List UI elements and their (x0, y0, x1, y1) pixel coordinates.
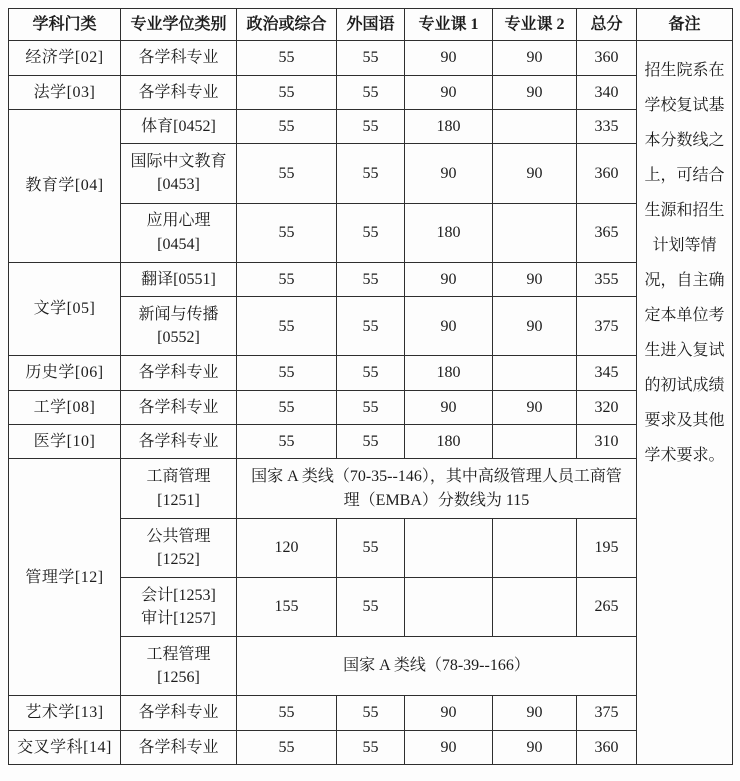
cell-line: [0552] (157, 329, 200, 347)
total-score-cell: 335 (577, 109, 637, 143)
score-cell: 55 (337, 144, 405, 203)
cell-line: 上，可结合 (644, 167, 725, 185)
score-cell: 90 (493, 696, 577, 730)
cell-line: 工程管理 (146, 645, 211, 663)
cell-line: 翻译[0551] (141, 270, 216, 288)
category-cell: 管理学[12] (9, 459, 121, 696)
cell-line: 招生院系在 (644, 62, 725, 80)
score-cell (405, 577, 493, 636)
column-header: 学科门类 (9, 9, 121, 41)
score-cell: 55 (237, 109, 337, 143)
score-cell: 90 (405, 41, 493, 75)
cell-line: 体育[0452] (141, 118, 216, 136)
score-cell: 55 (237, 390, 337, 424)
score-cell: 55 (237, 203, 337, 262)
cell-line: 新闻与传播 (138, 305, 219, 323)
score-cell (493, 577, 577, 636)
score-cell: 55 (237, 356, 337, 390)
column-header: 专业课 2 (493, 9, 577, 41)
score-cell: 55 (337, 203, 405, 262)
score-cell: 120 (237, 518, 337, 577)
score-cell: 55 (237, 41, 337, 75)
major-cell (121, 41, 237, 75)
category-cell: 经济学[02] (9, 41, 121, 75)
national-line-note-cell (237, 636, 637, 695)
score-cell: 55 (237, 696, 337, 730)
national-line-note-cell (237, 459, 637, 518)
score-cell (493, 518, 577, 577)
column-header: 备注 (637, 9, 733, 41)
category-cell: 艺术学[13] (9, 696, 121, 730)
table-row (9, 41, 733, 75)
table-row (9, 730, 733, 764)
major-cell (121, 144, 237, 203)
total-score-cell: 355 (577, 262, 637, 296)
score-cell: 90 (405, 144, 493, 203)
cell-line: 况，自主确 (644, 272, 725, 290)
total-score-cell: 360 (577, 144, 637, 203)
score-cell: 55 (337, 297, 405, 356)
cell-line: 的初试成绩 (644, 377, 725, 395)
major-cell (121, 518, 237, 577)
score-line-table (8, 8, 733, 765)
column-header: 专业课 1 (405, 9, 493, 41)
major-cell (121, 203, 237, 262)
score-cell (493, 425, 577, 459)
score-cell: 90 (493, 730, 577, 764)
major-cell (121, 390, 237, 424)
score-cell: 55 (337, 390, 405, 424)
cell-line: 学术要求。 (644, 447, 725, 465)
score-cell: 90 (493, 41, 577, 75)
cell-line: 审计[1257] (141, 609, 216, 627)
score-cell: 90 (493, 390, 577, 424)
score-cell: 90 (405, 390, 493, 424)
score-cell: 90 (493, 297, 577, 356)
cell-line: [0454] (157, 235, 200, 253)
cell-line: 各学科专业 (138, 83, 219, 101)
cell-line: [1251] (157, 491, 200, 509)
major-cell (121, 730, 237, 764)
major-cell (121, 696, 237, 730)
major-cell (121, 75, 237, 109)
cell-line: 各学科专业 (138, 433, 219, 451)
total-score-cell: 340 (577, 75, 637, 109)
score-cell: 90 (405, 262, 493, 296)
column-header: 外国语 (337, 9, 405, 41)
cell-line: 工商管理 (146, 468, 211, 486)
score-cell: 55 (237, 144, 337, 203)
column-header: 专业学位类别 (121, 9, 237, 41)
score-cell: 90 (405, 75, 493, 109)
category-cell: 历史学[06] (9, 356, 121, 390)
score-cell: 180 (405, 425, 493, 459)
score-cell: 55 (237, 262, 337, 296)
cell-line: [1252] (157, 550, 200, 568)
major-cell (121, 459, 237, 518)
cell-line: 要求及其他 (644, 412, 725, 430)
category-cell: 工学[08] (9, 390, 121, 424)
score-cell: 90 (405, 730, 493, 764)
score-cell: 55 (237, 75, 337, 109)
cell-line: 会计[1253] (141, 586, 216, 604)
score-cell: 55 (337, 518, 405, 577)
cell-line: [0453] (157, 176, 200, 194)
total-score-cell: 310 (577, 425, 637, 459)
major-cell (121, 356, 237, 390)
score-cell: 55 (237, 425, 337, 459)
cell-line: 各学科专业 (138, 49, 219, 67)
cell-line: 生进入复试 (644, 342, 725, 360)
major-cell (121, 297, 237, 356)
score-cell: 90 (493, 144, 577, 203)
category-cell: 医学[10] (9, 425, 121, 459)
column-header: 总分 (577, 9, 637, 41)
score-cell: 55 (337, 262, 405, 296)
score-cell: 55 (337, 577, 405, 636)
total-score-cell: 375 (577, 696, 637, 730)
score-cell: 55 (337, 41, 405, 75)
total-score-cell: 360 (577, 730, 637, 764)
table-row (9, 356, 733, 390)
total-score-cell: 360 (577, 41, 637, 75)
table-row (9, 459, 733, 518)
cell-line: 国际中文教育 (130, 153, 227, 171)
category-cell: 教育学[04] (9, 109, 121, 262)
score-cell: 55 (337, 75, 405, 109)
score-cell: 180 (405, 109, 493, 143)
category-cell: 法学[03] (9, 75, 121, 109)
remark-cell (637, 41, 733, 765)
score-cell: 55 (337, 356, 405, 390)
cell-line: 公共管理 (146, 527, 211, 545)
cell-line: 本分数线之 (644, 132, 725, 150)
score-cell: 180 (405, 203, 493, 262)
major-cell (121, 425, 237, 459)
major-cell (121, 577, 237, 636)
cell-line: 各学科专业 (138, 398, 219, 416)
score-cell (493, 356, 577, 390)
score-cell: 90 (493, 75, 577, 109)
cell-line: 定本单位考 (644, 307, 725, 325)
cell-line: 计划等情 (652, 237, 717, 255)
score-cell (405, 518, 493, 577)
table-row (9, 75, 733, 109)
category-cell: 文学[05] (9, 262, 121, 356)
score-cell: 55 (337, 730, 405, 764)
cell-line: 生源和招生 (644, 202, 725, 220)
cell-line: [1256] (157, 669, 200, 687)
major-cell (121, 109, 237, 143)
score-cell (493, 109, 577, 143)
score-cell: 180 (405, 356, 493, 390)
table-row (9, 390, 733, 424)
major-cell (121, 636, 237, 695)
total-score-cell: 195 (577, 518, 637, 577)
total-score-cell: 375 (577, 297, 637, 356)
table-row (9, 262, 733, 296)
cell-line: 学校复试基 (644, 97, 725, 115)
score-cell: 55 (237, 730, 337, 764)
header-row (9, 9, 733, 41)
category-cell: 交叉学科[14] (9, 730, 121, 764)
score-cell: 55 (337, 696, 405, 730)
cell-line: 国家 A 类线（78-39--166） (343, 657, 530, 675)
table-row (9, 696, 733, 730)
cell-line: 国家 A 类线（70-35--146），其中高级管理人员工商管 (251, 468, 622, 486)
table-row (9, 109, 733, 143)
score-cell: 155 (237, 577, 337, 636)
table-row (9, 425, 733, 459)
total-score-cell: 345 (577, 356, 637, 390)
cell-line: 各学科专业 (138, 364, 219, 382)
score-cell (493, 203, 577, 262)
cell-line: 应用心理 (146, 212, 211, 230)
cell-line: 各学科专业 (138, 738, 219, 756)
cell-line: 各学科专业 (138, 704, 219, 722)
score-cell: 90 (405, 696, 493, 730)
total-score-cell: 265 (577, 577, 637, 636)
score-cell: 55 (337, 109, 405, 143)
score-cell: 55 (337, 425, 405, 459)
major-cell (121, 262, 237, 296)
score-cell: 90 (405, 297, 493, 356)
total-score-cell: 365 (577, 203, 637, 262)
cell-line: 理（EMBA）分数线为 115 (343, 491, 530, 509)
total-score-cell: 320 (577, 390, 637, 424)
score-cell: 55 (237, 297, 337, 356)
score-cell: 90 (493, 262, 577, 296)
column-header: 政治或综合 (237, 9, 337, 41)
